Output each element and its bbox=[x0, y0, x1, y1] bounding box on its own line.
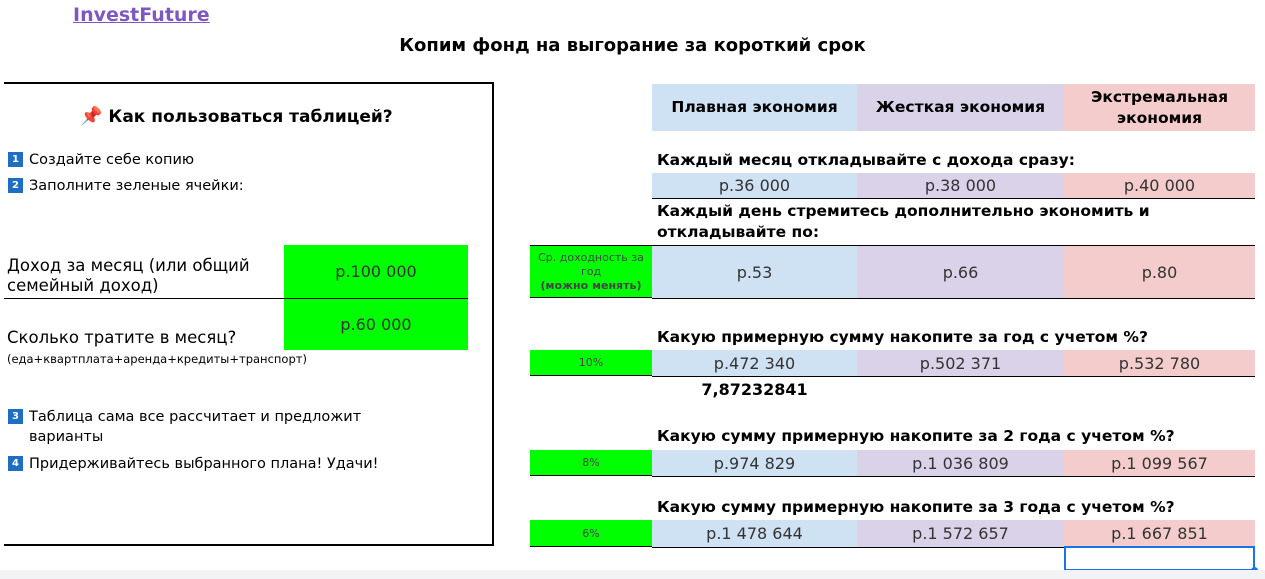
year3-row bbox=[652, 520, 1255, 548]
column-header-hard: Жесткая экономия bbox=[857, 84, 1064, 131]
income-input-cell[interactable]: р.100 000 bbox=[284, 245, 468, 298]
yield-label-main: Ср. доходность за год bbox=[538, 250, 644, 278]
step-4 bbox=[8, 454, 378, 474]
year3-value-smooth: р.1 478 644 bbox=[652, 520, 857, 547]
year1-row bbox=[652, 350, 1255, 377]
sheet-bottom-strip bbox=[0, 570, 1265, 579]
howto-title: Как пользоваться таблицей? bbox=[108, 106, 393, 127]
step-text: Таблица сама все рассчитает и предложит варианты bbox=[29, 409, 362, 445]
column-header-smooth: Плавная экономия bbox=[652, 84, 857, 131]
daily-section-title: Каждый день стремитесь дополнительно экономить и откладывайте по: bbox=[657, 202, 1150, 241]
year2-section-title: Какую сумму примерную накопите за 2 года с учетом %? bbox=[657, 427, 1175, 445]
step-text: Придерживайтесь выбранного плана! Удачи! bbox=[29, 456, 379, 472]
column-headers bbox=[652, 84, 1255, 131]
step-text: Заполните зеленые ячейки: bbox=[29, 178, 244, 194]
year3-value-hard: р.1 572 657 bbox=[857, 520, 1064, 547]
daily-row bbox=[652, 246, 1255, 299]
spend-input-cell[interactable]: р.60 000 bbox=[284, 299, 468, 350]
yield-label-bold: (можно менять) bbox=[540, 278, 642, 292]
step-number-badge: 4 bbox=[8, 456, 23, 471]
year1-value-hard: р.502 371 bbox=[857, 350, 1064, 376]
column-header-extreme: Экстремальная экономия bbox=[1064, 84, 1255, 131]
year2-row bbox=[652, 450, 1255, 477]
year1-value-smooth: р.472 340 bbox=[652, 350, 857, 376]
monthly-value-smooth: р.36 000 bbox=[652, 173, 857, 198]
year3-section-title: Какую сумму примерную накопите за 3 года с учетом %? bbox=[657, 498, 1175, 516]
page-title: Копим фонд на выгорание за короткий срок bbox=[399, 35, 866, 56]
step-number-badge: 3 bbox=[8, 409, 23, 424]
year3-rate-cell[interactable]: 6% bbox=[530, 520, 652, 547]
step-text: Создайте себе копию bbox=[29, 152, 195, 168]
year2-value-smooth: р.974 829 bbox=[652, 450, 857, 476]
spend-hint: (еда+квартплата+аренда+кредиты+транспорт) bbox=[7, 352, 307, 366]
year3-value-extreme: р.1 667 851 bbox=[1064, 520, 1255, 547]
daily-value-smooth: р.53 bbox=[652, 246, 857, 298]
year2-value-extreme: р.1 099 567 bbox=[1064, 450, 1255, 476]
pushpin-icon: 📌 bbox=[80, 106, 103, 127]
year1-extra-value: 7,87232841 bbox=[701, 380, 808, 399]
year1-value-extreme: р.532 780 bbox=[1064, 350, 1255, 376]
income-label: Доход за месяц (или общий семейный доход) bbox=[7, 256, 250, 295]
step-2 bbox=[8, 176, 244, 196]
monthly-value-hard: р.38 000 bbox=[857, 173, 1064, 198]
year1-section-title: Какую примерную сумму накопите за год с учетом %? bbox=[657, 328, 1148, 346]
step-number-badge: 1 bbox=[8, 152, 23, 167]
year2-rate-cell[interactable]: 8% bbox=[530, 450, 652, 476]
selected-cell[interactable] bbox=[1064, 546, 1255, 571]
monthly-section-title: Каждый месяц откладывайте с дохода сразу: bbox=[657, 151, 1075, 169]
yield-rate-label-cell[interactable] bbox=[530, 246, 652, 298]
year2-value-hard: р.1 036 809 bbox=[857, 450, 1064, 476]
daily-value-extreme: р.80 bbox=[1064, 246, 1255, 298]
daily-value-hard: р.66 bbox=[857, 246, 1064, 298]
spend-label: Сколько тратите в месяц? bbox=[7, 328, 237, 347]
monthly-value-extreme: р.40 000 bbox=[1064, 173, 1255, 198]
step-1 bbox=[8, 150, 194, 170]
step-number-badge: 2 bbox=[8, 178, 23, 193]
step-3 bbox=[8, 407, 428, 447]
monthly-row bbox=[652, 173, 1255, 199]
year1-rate-cell[interactable]: 10% bbox=[530, 350, 652, 376]
brand-link[interactable]: InvestFuture bbox=[73, 4, 210, 26]
howto-heading bbox=[80, 106, 393, 127]
